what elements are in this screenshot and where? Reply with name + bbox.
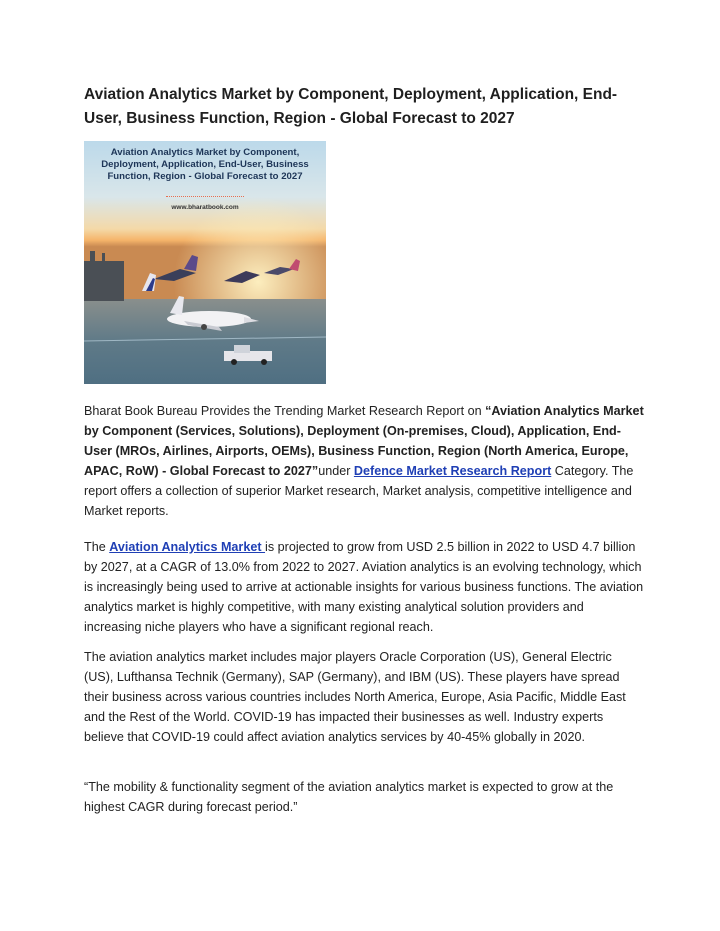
cover-image [84,141,326,384]
cover-divider [166,196,244,197]
market-size-paragraph [84,537,644,637]
the-text: The [84,540,110,554]
intro-outro-text: Category. The report offers a collection of superior Market research, Market analysis, competitive intelligence and Market reports. [84,464,634,518]
cover-title: Aviation Analytics Market by Component, Deployment, Application, End-User, Business Function, Region - Global Forecast to 2027 [101,147,309,182]
under-text: under [318,464,354,478]
aviation-analytics-market-link[interactable]: Aviation Analytics Market [109,540,266,554]
intro-text: Bharat Book Bureau Provides the Trending Market Research Report on [84,404,486,418]
document-title: Aviation Analytics Market by Component, Deployment, Application, End-User, Business Function, Region - Global Forecast to 2027 [84,86,618,127]
market-size-text: is projected to grow from USD 2.5 billion in 2022 to USD 4.7 billion by 2027, at a CAGR of 13.0% from 2022 to 2027. Aviation analytics is an evolving technology, which is increasingly being used to arrive at actionable insights for various business functions. The aviation analytics market is highly competitive, with many existing analytical solution providers and increasing niche players who have a significant regional reach. [84,540,644,634]
major-players-paragraph: The aviation analytics market includes major players Oracle Corporation (US), General Electric (US), Lufthansa Technik (Germany), SAP (Germany), and IBM (US). These players have spread their business across various countries includes North America, Europe, Asia Pacific, Middle East and the Rest of the World. COVID-19 has impacted their businesses as well. Industry experts believe that COVID-19 could affect aviation analytics services by 40-45% globally in 2020. [84,650,626,744]
defence-market-report-link[interactable]: Defence Market Research Report [353,464,552,478]
report-title-bold: “Aviation Analytics Market by Component (Services, Solutions), Deployment (On-premises, Cloud), Application, End-User (MROs, Airlines, Airports, OEMs), Business Function, Region (North America, Europe, APAC, RoW) - Global Forecast to 2027” [84,404,644,478]
segment-quote-paragraph: “The mobility & functionality segment of the aviation analytics market is expected to grow at the highest CAGR during forecast period.” [84,780,614,814]
cover-url: www.bharatbook.com [171,204,239,211]
intro-paragraph [84,401,644,521]
